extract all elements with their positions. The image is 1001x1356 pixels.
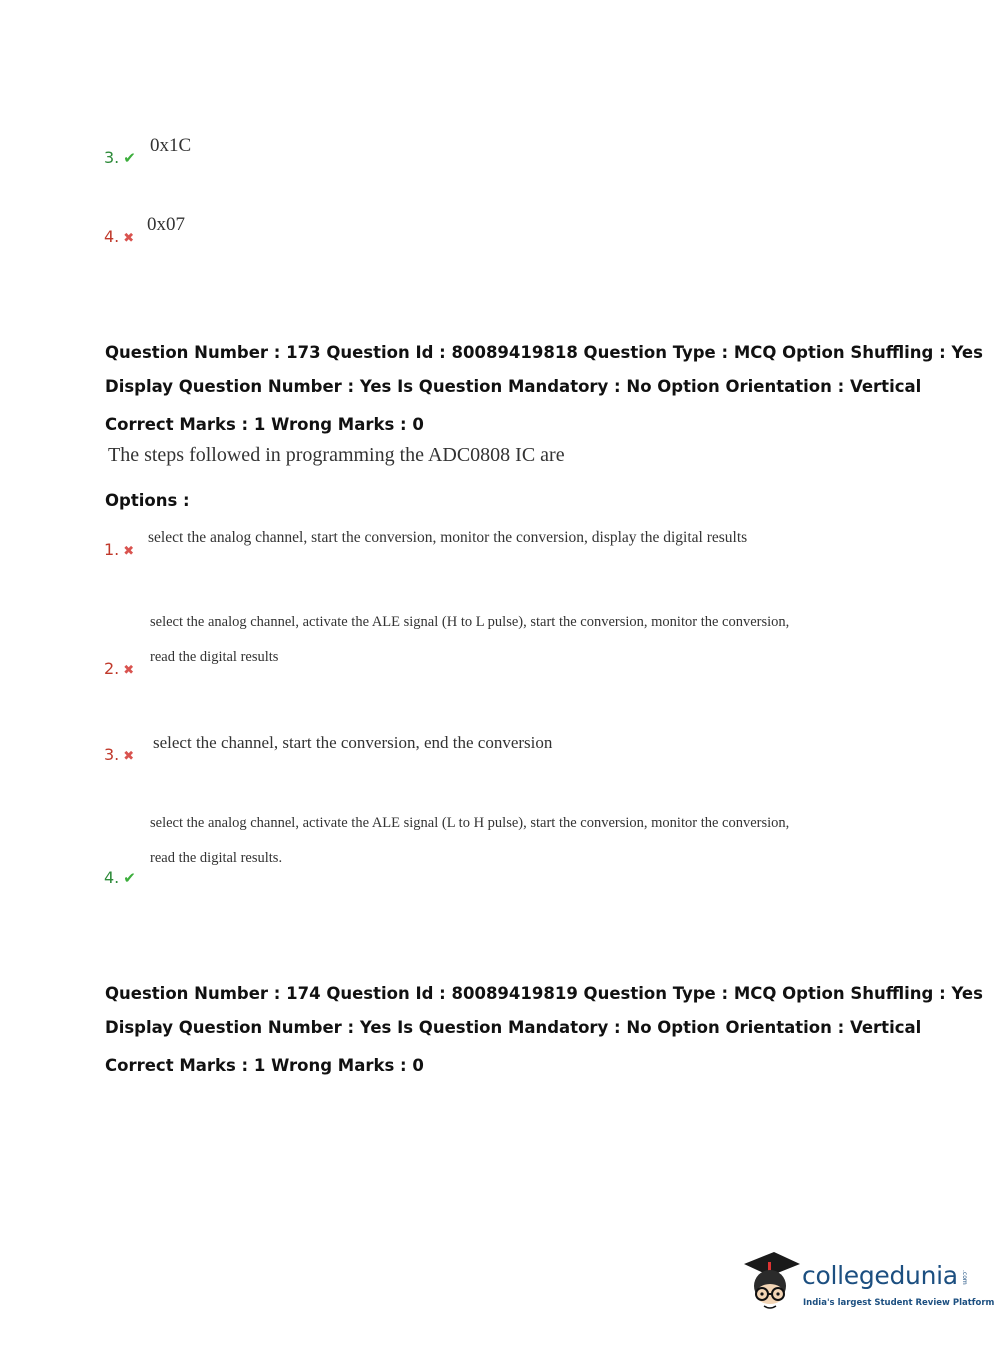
option-number: 2. (104, 659, 120, 678)
cross-icon: ✖ (123, 231, 135, 246)
option-4 (104, 868, 136, 887)
option-number: 3. (104, 745, 120, 764)
option-3-prev (104, 148, 136, 167)
question-text: The steps followed in programming the ADC0808 IC are (108, 444, 565, 466)
option-text: select the analog channel, start the conversion, monitor the conversion, display the digital results (148, 529, 748, 546)
option-3 (104, 745, 134, 764)
option-text-line2: read the digital results. (150, 850, 283, 866)
option-text-line2: read the digital results (150, 649, 279, 665)
question-marks: Correct Marks : 1 Wrong Marks : 0 (105, 415, 424, 434)
question-marks: Correct Marks : 1 Wrong Marks : 0 (105, 1056, 424, 1075)
option-2 (104, 659, 134, 678)
check-icon: ✔ (123, 149, 136, 167)
option-number: 1. (104, 540, 120, 559)
question-meta-line2: Display Question Number : Yes Is Question Mandatory : No Option Orientation : Vertical (105, 1018, 922, 1037)
option-text-line1: select the analog channel, activate the ALE signal (L to H pulse), start the conversion, monitor the conversion, (150, 815, 790, 831)
option-number: 4. (104, 227, 120, 246)
logo-suffix: .com (961, 1270, 968, 1285)
cross-icon: ✖ (123, 749, 135, 764)
option-text: 0x07 (147, 214, 185, 235)
option-text-line1: select the analog channel, activate the ALE signal (H to L pulse), start the conversion, monitor the conversion, (150, 614, 790, 630)
option-text: select the channel, start the conversion, end the conversion (153, 733, 553, 752)
collegedunia-logo (740, 1248, 995, 1320)
options-label: Options : (105, 491, 190, 510)
logo-tagline: India's largest Student Review Platform (803, 1298, 995, 1308)
option-number: 4. (104, 868, 120, 887)
question-meta-line2: Display Question Number : Yes Is Question Mandatory : No Option Orientation : Vertical (105, 377, 922, 396)
question-meta-line1: Question Number : 174 Question Id : 80089419819 Question Type : MCQ Option Shuffling : Yes (105, 984, 983, 1003)
cross-icon: ✖ (123, 663, 135, 678)
option-number: 3. (104, 148, 120, 167)
cross-icon: ✖ (123, 544, 135, 559)
option-text: 0x1C (150, 135, 192, 156)
option-1 (104, 540, 134, 559)
logo-wordmark: collegedunia (802, 1261, 958, 1290)
check-icon: ✔ (123, 869, 136, 887)
mascot-icon (740, 1248, 802, 1318)
question-meta-line1: Question Number : 173 Question Id : 80089419818 Question Type : MCQ Option Shuffling : Yes (105, 343, 983, 362)
option-4-prev (104, 227, 134, 246)
